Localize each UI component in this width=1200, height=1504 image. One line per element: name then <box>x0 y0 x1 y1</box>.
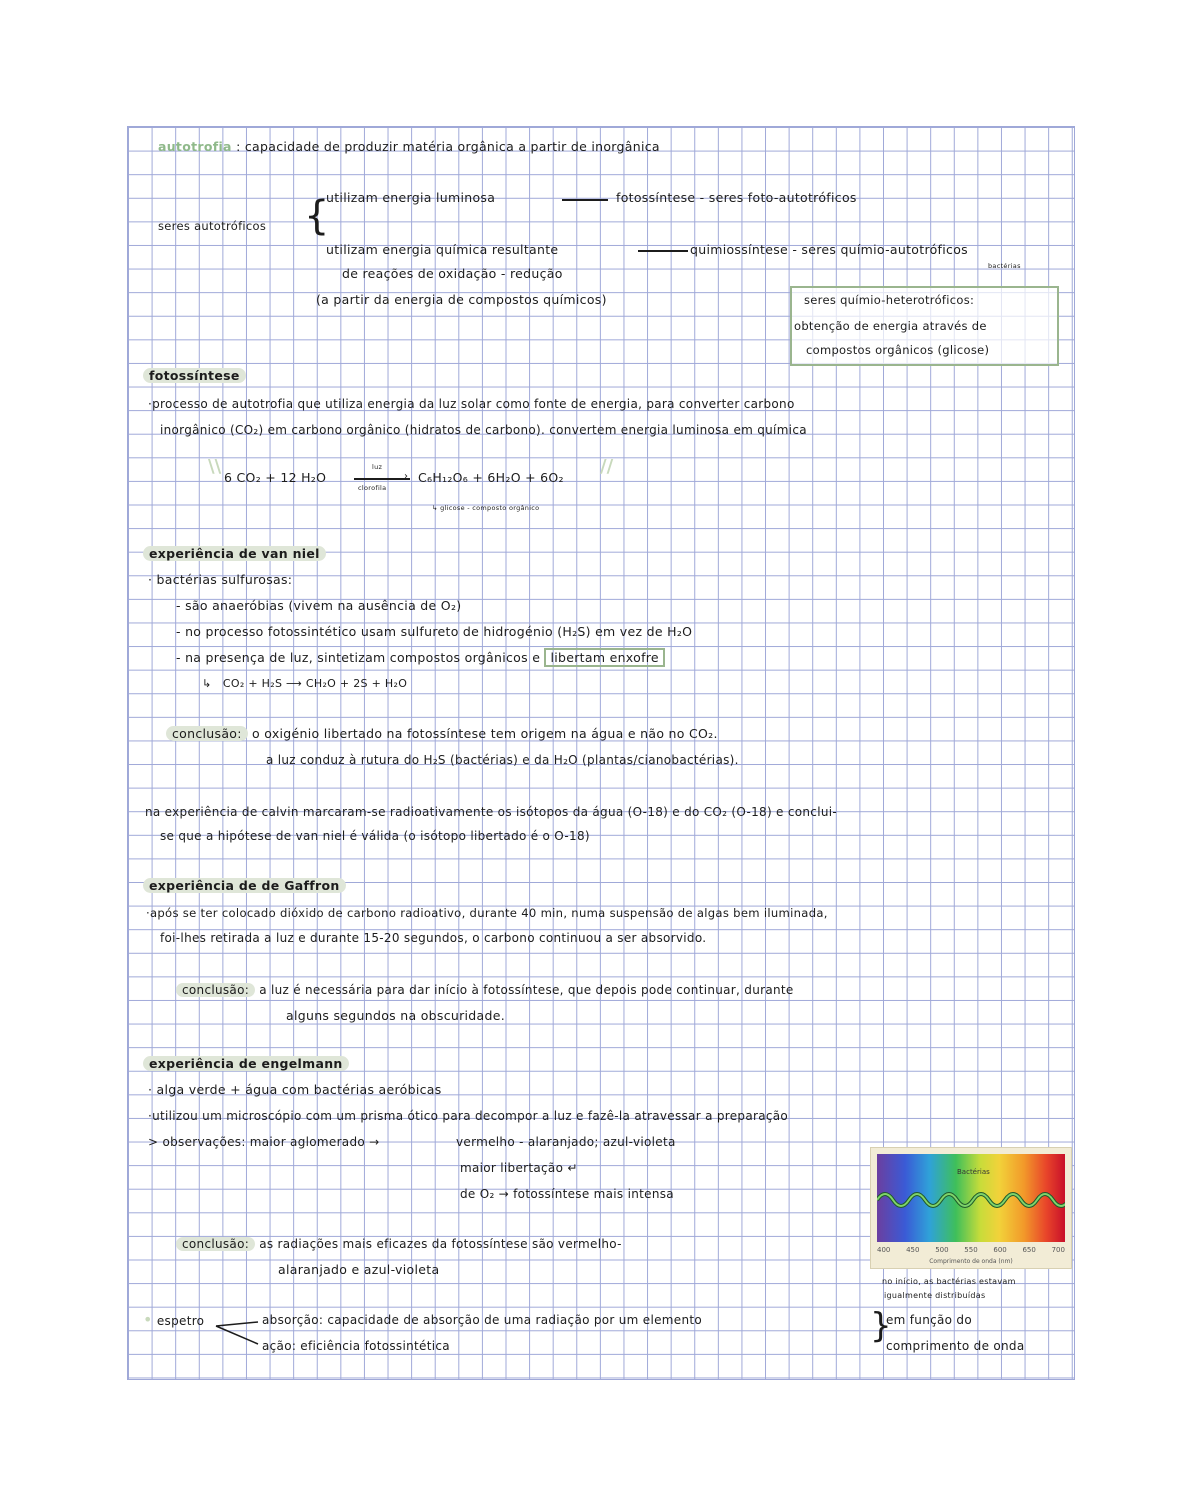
fotossintese-line1: ·processo de autotrofia que utiliza energia da luz solar como fonte de energia, para converter carbono <box>148 397 795 411</box>
axis-tick: 500 <box>935 1246 949 1254</box>
branch1-text: utilizam energia luminosa <box>326 190 496 205</box>
van-niel-line2: - são anaeróbias (vivem na ausência de O₂) <box>176 598 462 613</box>
autotrofia-line <box>158 139 660 155</box>
van-niel-heading <box>143 546 326 562</box>
van-niel-line4a: - na presença de luz, sintetizam compostos orgânicos e <box>176 650 541 665</box>
engelmann-conclusion-label: conclusão: <box>176 1237 255 1251</box>
gaffron-conclusion-line1 <box>176 982 794 998</box>
axis-tick: 450 <box>906 1246 920 1254</box>
van-niel-line4b: libertam enxofre <box>544 648 664 667</box>
equation-arrow-bottom: clorofila <box>358 484 387 492</box>
bullet-icon: • <box>143 1310 153 1329</box>
box-line3: compostos orgânicos (glicose) <box>806 343 990 357</box>
branch2-connector <box>638 250 688 252</box>
van-niel-line3: - no processo fotossintético usam sulfureto de hidrogénio (H₂S) em vez de H₂O <box>176 624 693 639</box>
engelmann-line4: maior libertação ↵ <box>460 1161 578 1175</box>
equation-note-text: glicose - composto orgânico <box>440 504 540 512</box>
van-niel-conclusion-label: conclusão: <box>166 726 248 741</box>
equation-note: ↳ glicose - composto orgânico <box>432 504 540 512</box>
figure-caption2: igualmente distribuídas <box>884 1291 986 1300</box>
autotrofia-term: autotrofia <box>158 139 232 154</box>
spectrum-axis-label: Comprimento de onda (nm) <box>929 1258 1013 1265</box>
espetro-branch-lines <box>214 1318 260 1348</box>
engelmann-line3b: vermelho - alaranjado; azul-violeta <box>456 1135 676 1149</box>
espetro-brace: } <box>870 1306 892 1346</box>
spectrum-bacteria-label: Bactérias <box>957 1168 990 1176</box>
axis-tick: 550 <box>964 1246 978 1254</box>
branch2-result: quimiossíntese - seres químio-autotróficos <box>690 242 968 257</box>
box-line1: seres químio-heterotróficos: <box>804 293 975 307</box>
van-niel-conclusion2: a luz conduz à rutura do H₂S (bactérias) e da H₂O (plantas/cianobactérias). <box>266 753 739 767</box>
espetro-label <box>143 1312 204 1329</box>
branch2-cont2: (a partir da energia de compostos químicos) <box>316 292 607 307</box>
branch1-result: fotossíntese - seres foto-autotróficos <box>616 190 857 205</box>
branch2-note: bactérias <box>988 262 1021 270</box>
gaffron-conclusion2: alguns segundos na obscuridade. <box>286 1008 505 1023</box>
van-niel-heading-text: experiência de van niel <box>143 546 326 561</box>
branch1-connector <box>562 199 608 201</box>
fotossintese-line2: inorgânico (CO₂) em carbono orgânico (hidratos de carbono). convertem energia luminosa em química <box>160 423 807 437</box>
engelmann-line2: ·utilizou um microscópio com um prisma ótico para decompor a luz e fazê-la atravessar a preparação <box>148 1109 789 1123</box>
espetro-label-text: espetro <box>156 1314 205 1328</box>
gaffron-conclusion-label: conclusão: <box>176 983 255 997</box>
branch2-text: utilizam energia química resultante <box>326 242 559 257</box>
engelmann-line5: de O₂ → fotossíntese mais intensa <box>460 1187 674 1201</box>
van-niel-line4 <box>176 650 665 666</box>
gaffron-line1: ·após se ter colocado dióxido de carbono radioativo, durante 40 min, numa suspensão de algas bem iluminada, <box>146 906 828 920</box>
engelmann-conclusion1: as radiações mais eficazes da fotossíntese são vermelho- <box>259 1237 622 1251</box>
espetro-right1: em função do <box>886 1313 972 1327</box>
equation-arrow-top: luz <box>372 463 383 471</box>
engelmann-conclusion2: alaranjado e azul-violeta <box>278 1262 440 1277</box>
van-niel-conclusion1: o oxigénio libertado na fotossíntese tem origem na água e não no CO₂. <box>252 726 718 741</box>
axis-tick: 700 <box>1051 1246 1065 1254</box>
engelmann-heading <box>143 1056 349 1072</box>
equation-left: 6 CO₂ + 12 H₂O <box>224 470 327 485</box>
van-niel-conclusion-line1 <box>166 726 718 742</box>
spectrum-figure <box>870 1147 1072 1269</box>
espetro-right2: comprimento de onda <box>886 1339 1025 1353</box>
spectrum-axis <box>877 1246 1065 1254</box>
sparkle-decoration-2: // <box>600 456 614 477</box>
gaffron-heading <box>143 878 346 894</box>
van-niel-equation: ↳ CO₂ + H₂S ⟶ CH₂O + 2S + H₂O <box>202 677 408 690</box>
calvin-line1: na experiência de calvin marcaram-se radioativamente os isótopos da água (O-18) e do CO₂ (O-18) e conclui- <box>145 805 837 819</box>
seres-autotroficos-label: seres autotróficos <box>158 219 267 233</box>
gaffron-heading-text: experiência de de Gaffron <box>143 878 346 893</box>
figure-caption1: no início, as bactérias estavam <box>882 1277 1016 1286</box>
axis-tick: 600 <box>993 1246 1007 1254</box>
equation-arrowhead: › <box>404 471 409 482</box>
gaffron-conclusion1: a luz é necessária para dar início à fotossíntese, que depois pode continuar, durante <box>259 983 794 997</box>
equation-right: C₆H₁₂O₆ + 6H₂O + 6O₂ <box>418 470 564 485</box>
autotrofia-definition: : capacidade de produzir matéria orgânica a partir de inorgânica <box>236 139 660 154</box>
engelmann-heading-text: experiência de engelmann <box>143 1056 349 1071</box>
sparkle-decoration: \\ <box>208 456 222 477</box>
espetro-absorcao: absorção: capacidade de absorção de uma radiação por um elemento <box>262 1313 702 1327</box>
axis-tick: 650 <box>1022 1246 1036 1254</box>
espetro-acao: ação: eficiência fotossintética <box>262 1339 450 1353</box>
engelmann-line3a: > observações: maior aglomerado → <box>148 1135 380 1149</box>
axis-tick: 400 <box>877 1246 891 1254</box>
box-line2: obtenção de energia através de <box>794 319 987 333</box>
van-niel-line1: · bactérias sulfurosas: <box>148 572 293 587</box>
gaffron-line2: foi-lhes retirada a luz e durante 15-20 segundos, o carbono continuou a ser absorvido. <box>160 931 707 945</box>
engelmann-conclusion-line1 <box>176 1236 622 1252</box>
fotossintese-heading <box>143 368 246 384</box>
alga-filament-icon <box>877 1188 1065 1212</box>
brace-left: { <box>304 193 330 239</box>
van-niel-equation-text: CO₂ + H₂S ⟶ CH₂O + 2S + H₂O <box>222 677 408 690</box>
calvin-line2: se que a hipótese de van niel é válida (o isótopo libertado é o O-18) <box>160 829 590 843</box>
branch2-cont: de reações de oxidação - redução <box>342 266 563 281</box>
engelmann-line1: · alga verde + água com bactérias aeróbicas <box>148 1082 442 1097</box>
fotossintese-heading-text: fotossíntese <box>143 368 246 383</box>
